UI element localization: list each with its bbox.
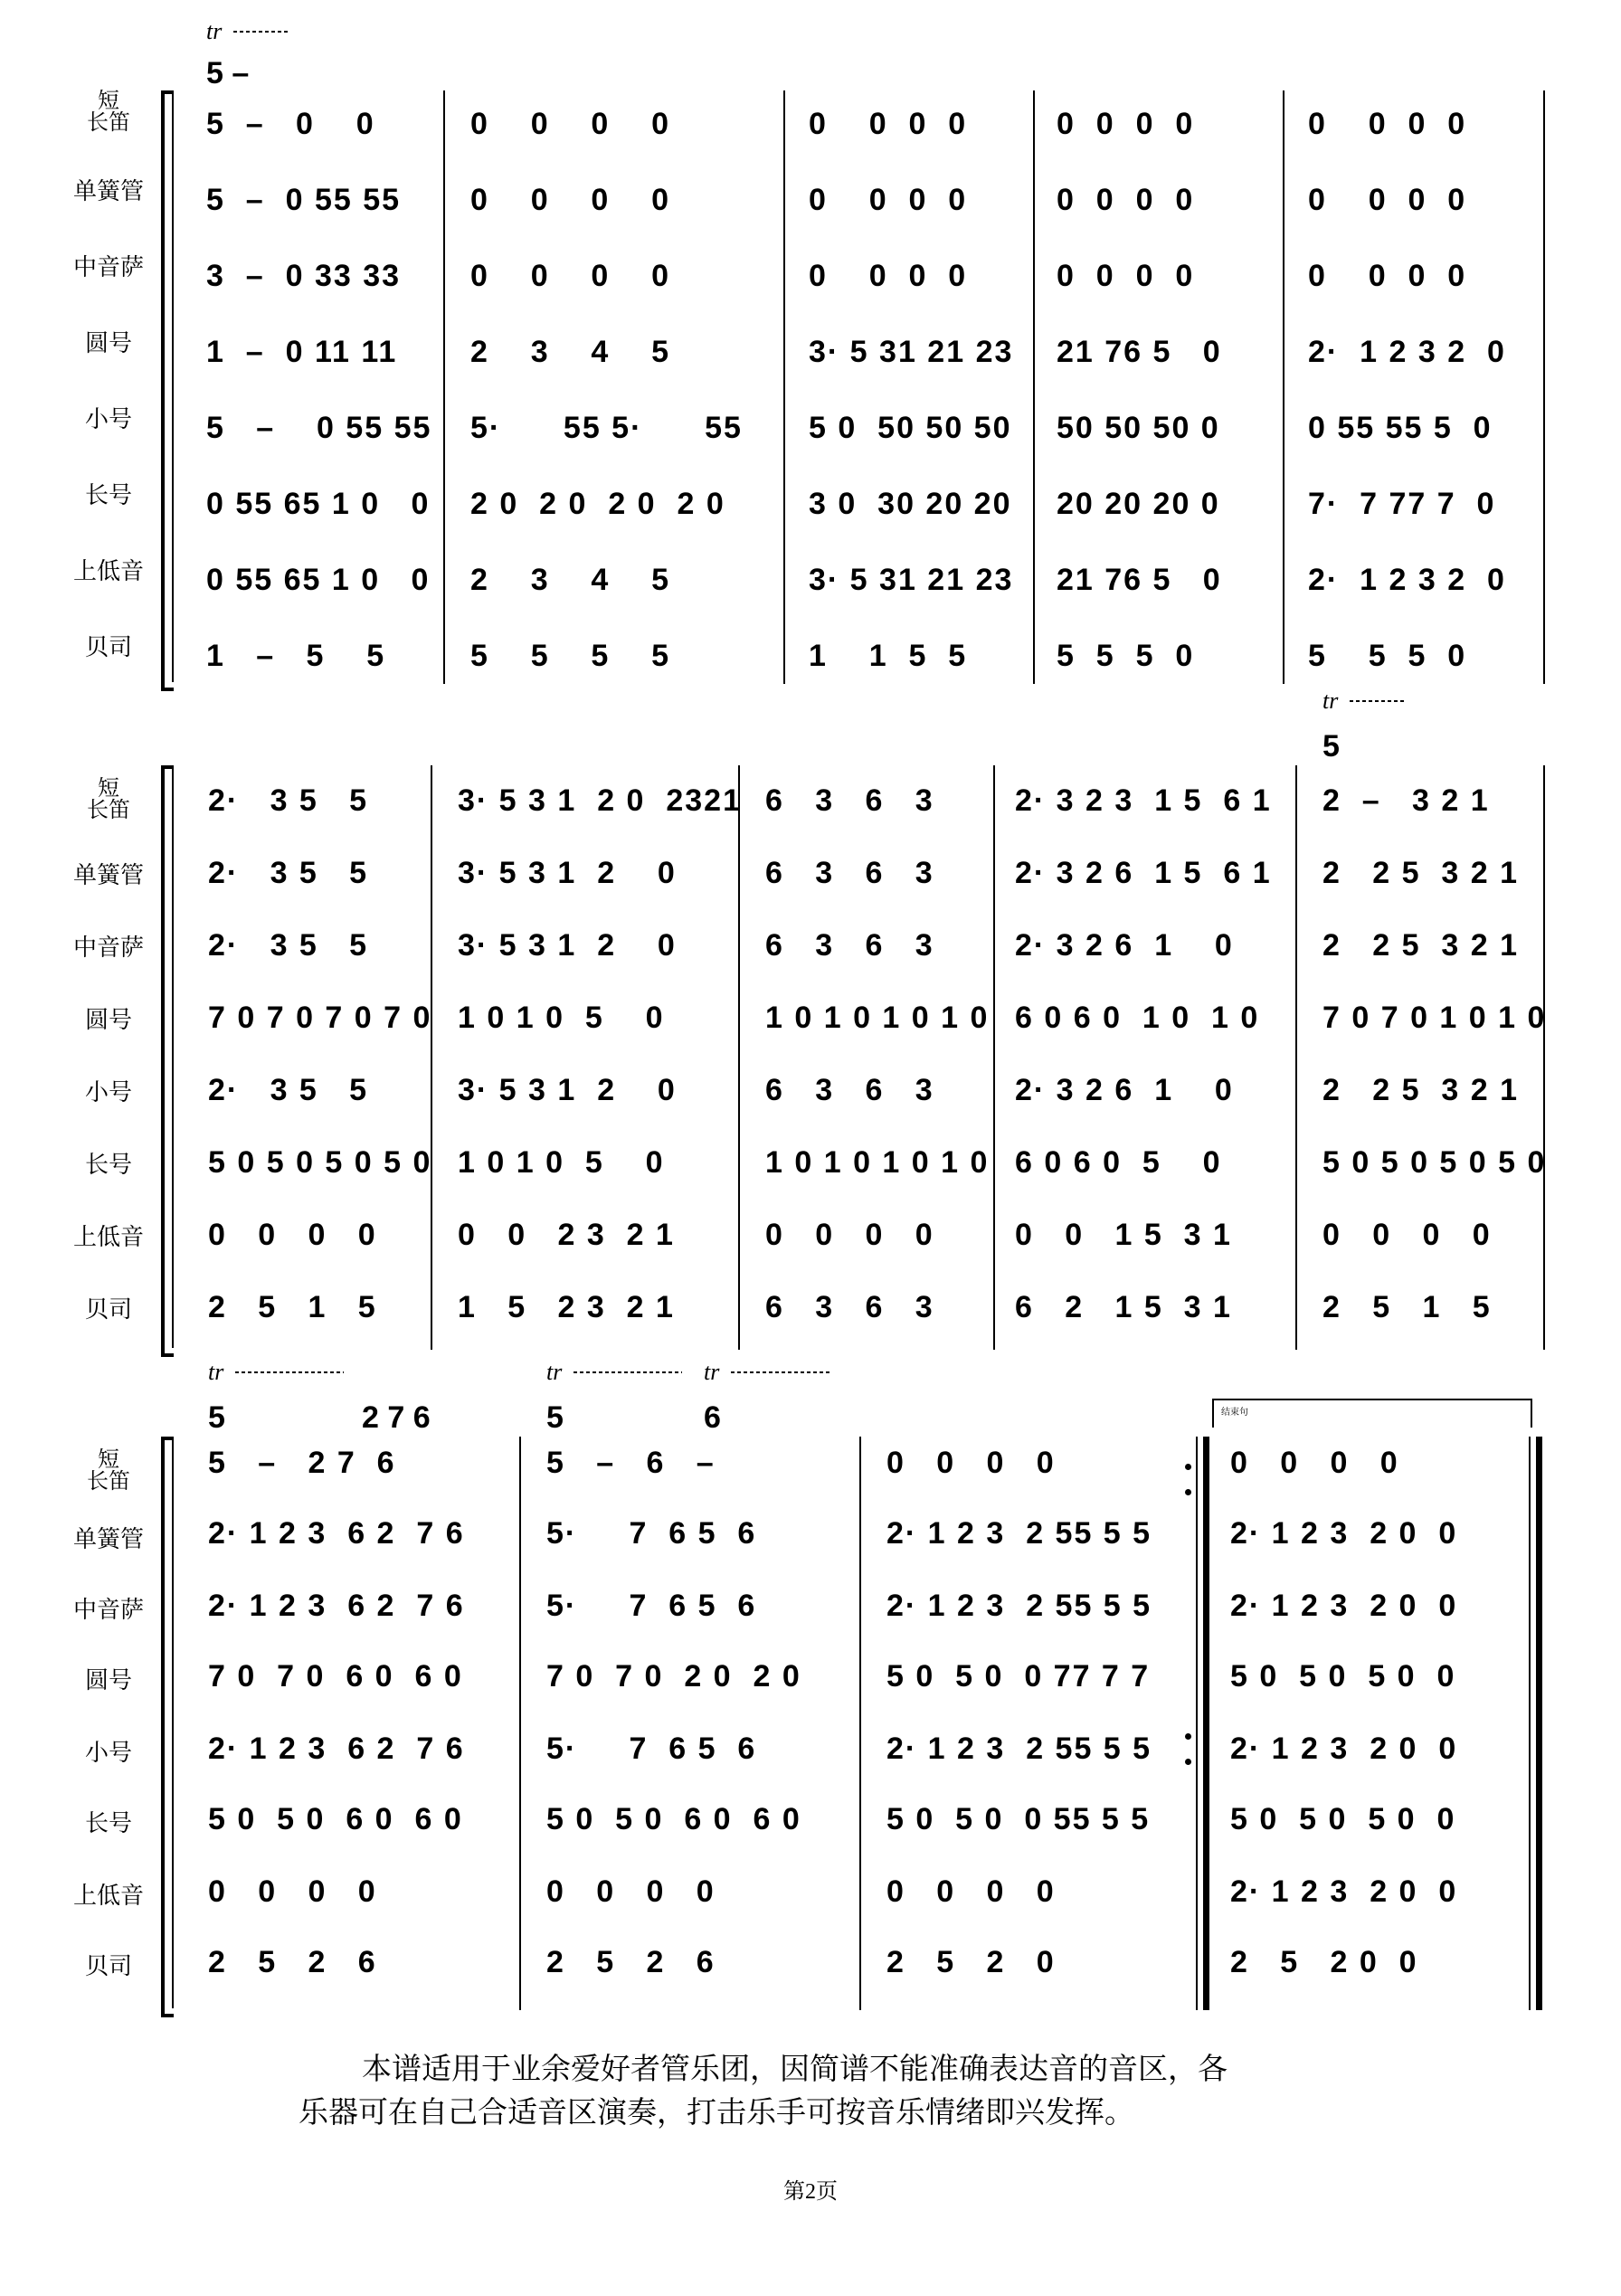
measure: 2 5 2 6: [546, 1945, 716, 1979]
instrument-label-horn: 圆号: [84, 329, 132, 356]
measure: 6 3 6 3: [765, 783, 934, 818]
measure: 2· 1 2 3 2 0: [1308, 335, 1506, 369]
measure: 21 76 5 0: [1057, 563, 1222, 597]
measure: 0 55 65 1 0 0: [206, 487, 431, 521]
measure: 0 0 0 0: [886, 1874, 1056, 1909]
barline: [1033, 90, 1035, 684]
instrument-label-bass: 贝司: [84, 633, 132, 660]
measure: 5 0 5 0 5 0 0: [1230, 1659, 1456, 1694]
grace-note: 2 7 6: [362, 1400, 431, 1435]
measure: 3· 5 3 1 2 0: [458, 856, 677, 890]
measure: 2· 3 5 5: [208, 856, 369, 890]
measure: 2· 3 2 3 1 5 6 1: [1015, 783, 1272, 818]
trill-mark: tr: [208, 1359, 224, 1385]
measure: 2· 1 2 3 6 2 7 6: [208, 1731, 465, 1766]
measure: 0 0 0 0: [886, 1446, 1056, 1480]
measure: 5· 7 6 5 6: [546, 1589, 757, 1623]
ending-bracket: [1212, 1399, 1532, 1428]
trill-line: [574, 1371, 682, 1373]
trill-line: [1350, 700, 1404, 702]
barline: [1283, 90, 1284, 684]
trill-line: [233, 31, 288, 33]
measure: 0 55 55 5 0: [1308, 411, 1493, 445]
instrument-label-horn: 圆号: [84, 1006, 132, 1033]
measure: 5 – 0 55 55: [206, 183, 402, 217]
measure: 0 0 0 0: [1308, 107, 1467, 141]
instrument-label-clarinet: 单簧管: [72, 1525, 144, 1552]
measure: 0 0 0 0: [208, 1218, 377, 1252]
page-number: 第2页: [783, 2180, 838, 2204]
instrument-label-trumpet: 小号: [84, 405, 132, 432]
measure: 2· 3 2 6 1 5 6 1: [1015, 856, 1272, 890]
measure: 2 2 5 3 2 1: [1322, 1073, 1520, 1107]
measure: 2· 1 2 3 2 0 0: [1230, 1731, 1458, 1766]
instrument-label-alto-sax: 中音萨: [72, 1596, 144, 1623]
measure: 3· 5 31 21 23: [809, 563, 1014, 597]
measure: 5 0 5 0 0 77 7 7: [886, 1659, 1151, 1694]
instrument-label-baritone: 上低音: [72, 1882, 144, 1909]
measure: 6 0 6 0 5 0: [1015, 1145, 1222, 1180]
instrument-label-trombone: 长号: [84, 1151, 132, 1178]
measure: 2 – 3 2 1: [1322, 783, 1490, 818]
measure: 2· 1 2 3 6 2 7 6: [208, 1589, 465, 1623]
barline: [783, 90, 785, 684]
system-bracket-inner: [172, 1440, 174, 2008]
measure: 2· 1 2 3 2 55 5 5: [886, 1589, 1152, 1623]
instrument-label-clarinet: 单簧管: [72, 177, 144, 204]
footer-note-line-1: 本谱适用于业余爱好者管乐团，因简谱不能准确表达音的音区，各: [362, 2054, 1228, 2086]
measure: 0 0 1 5 3 1: [1015, 1218, 1232, 1252]
measure: 2 3 4 5: [470, 335, 670, 369]
measure: 3· 5 3 1 2 0: [458, 1073, 677, 1107]
measure: 0 0 0 0: [1230, 1446, 1399, 1480]
instrument-label-trombone: 长号: [84, 481, 132, 508]
measure: 0 55 65 1 0 0: [206, 563, 431, 597]
measure: 2· 1 2 3 2 55 5 5: [886, 1516, 1152, 1551]
measure: 2 2 5 3 2 1: [1322, 928, 1520, 963]
measure: 5 5 5 0: [1057, 639, 1195, 673]
instrument-label-alto-sax: 中音萨: [72, 253, 144, 280]
measure: 6 3 6 3: [765, 856, 934, 890]
measure: 0 0 0 0: [1308, 183, 1467, 217]
measure: 2 2 5 3 2 1: [1322, 856, 1520, 890]
measure: 0 0 0 0: [470, 107, 670, 141]
measure: 1 0 1 0 1 0 1 0: [765, 1145, 990, 1180]
measure: 2· 1 2 3 6 2 7 6: [208, 1516, 465, 1551]
instrument-label-flute: 短 长笛: [87, 776, 130, 822]
trill-line: [731, 1371, 830, 1373]
measure: 6 0 6 0 1 0 1 0: [1015, 1001, 1260, 1035]
measure: 21 76 5 0: [1057, 335, 1222, 369]
measure: 0 0 0 0: [470, 183, 670, 217]
measure: 0 0 0 0: [1057, 183, 1195, 217]
measure: 3· 5 31 21 23: [809, 335, 1014, 369]
barline: [1543, 765, 1545, 1350]
grace-note: 5: [208, 1400, 225, 1435]
instrument-label-baritone: 上低音: [72, 557, 144, 584]
measure: 0 0 0 0: [1308, 259, 1467, 293]
barline: [738, 765, 740, 1350]
measure: 2 5 2 0 0: [1230, 1945, 1418, 1979]
instrument-label-bass: 贝司: [84, 1952, 132, 1979]
measure: 5· 7 6 5 6: [546, 1731, 757, 1766]
trill-mark: tr: [704, 1359, 720, 1385]
measure: 2· 1 2 3 2 0: [1308, 563, 1506, 597]
measure: 0 0 0 0: [470, 259, 670, 293]
ending-label: 结束句: [1221, 1408, 1248, 1418]
measure: 7 0 7 0 7 0 7 0: [208, 1001, 432, 1035]
final-barline: [1529, 1437, 1531, 2010]
footer-note-line-2: 乐器可在自己合适音区演奏，打击乐手可按音乐情绪即兴发挥。: [299, 2097, 1134, 2130]
measure: 5 0 50 50 50: [809, 411, 1012, 445]
measure: 2· 3 2 6 1 0: [1015, 928, 1234, 963]
measure: 1 0 1 0 1 0 1 0: [765, 1001, 990, 1035]
measure: 2 5 1 5: [208, 1290, 377, 1324]
measure: 0 0 0 0: [1322, 1218, 1492, 1252]
measure: 2 5 2 6: [208, 1945, 377, 1979]
measure: 5 0 5 0 5 0 5 0: [208, 1145, 432, 1180]
repeat-barline: [1196, 1437, 1198, 2010]
measure: 3 0 30 20 20: [809, 487, 1012, 521]
measure: 50 50 50 0: [1057, 411, 1220, 445]
measure: 1 0 1 0 5 0: [458, 1145, 665, 1180]
measure: 2 3 4 5: [470, 563, 670, 597]
measure: 7 0 7 0 6 0 6 0: [208, 1659, 463, 1694]
barline: [859, 1437, 861, 2010]
measure: 2· 3 5 5: [208, 928, 369, 963]
measure: 2· 1 2 3 2 0 0: [1230, 1516, 1458, 1551]
measure: 3· 5 3 1 2 0: [458, 928, 677, 963]
measure: 5 0 5 0 6 0 6 0: [546, 1802, 801, 1836]
measure: 5 – 2 7 6: [208, 1446, 396, 1480]
measure: 5· 55 5· 55: [470, 411, 743, 445]
measure: 3· 5 3 1 2 0 2321: [458, 783, 742, 818]
repeat-sign-dots: [1185, 1446, 1192, 1518]
trill-mark: tr: [206, 18, 223, 44]
instrument-label-flute: 短 长笛: [87, 1447, 130, 1494]
instrument-label-clarinet: 单簧管: [72, 861, 144, 888]
system-bracket-inner: [172, 94, 174, 682]
repeat-barline-thick: [1203, 1437, 1209, 2010]
barline: [431, 765, 432, 1350]
measure: 2· 1 2 3 2 0 0: [1230, 1874, 1458, 1909]
measure: 5 0 5 0 5 0 5 0: [1322, 1145, 1547, 1180]
grace-note: 5: [546, 1400, 564, 1435]
measure: 5 0 5 0 6 0 6 0: [208, 1802, 463, 1836]
measure: 2· 1 2 3 2 55 5 5: [886, 1731, 1152, 1766]
measure: 2 5 2 0: [886, 1945, 1056, 1979]
final-barline-thick: [1536, 1437, 1542, 2010]
barline: [1543, 90, 1545, 684]
measure: 5 – 0 55 55: [206, 411, 432, 445]
instrument-label-horn: 圆号: [84, 1666, 132, 1694]
measure: 5 5 5 5: [470, 639, 670, 673]
measure: 1 – 5 5: [206, 639, 386, 673]
measure: 6 3 6 3: [765, 1290, 934, 1324]
measure: 3 – 0 33 33: [206, 259, 402, 293]
barline: [1295, 765, 1297, 1350]
measure: 0 0 2 3 2 1: [458, 1218, 675, 1252]
grace-note: 5: [1322, 729, 1340, 764]
measure: 5 0 5 0 5 0 0: [1230, 1802, 1456, 1836]
measure: 2· 1 2 3 2 0 0: [1230, 1589, 1458, 1623]
measure: 5· 7 6 5 6: [546, 1516, 757, 1551]
measure: 1 5 2 3 2 1: [458, 1290, 675, 1324]
barline: [519, 1437, 521, 2010]
measure: 0 0 0 0: [809, 183, 968, 217]
measure: 0 0 0 0: [809, 107, 968, 141]
measure: 5 0 5 0 0 55 5 5: [886, 1802, 1151, 1836]
measure: 2· 3 5 5: [208, 783, 369, 818]
measure: 7 0 7 0 1 0 1 0: [1322, 1001, 1547, 1035]
instrument-label-baritone: 上低音: [72, 1223, 144, 1250]
measure: 2 0 2 0 2 0 2 0: [470, 487, 725, 521]
measure: 1 – 0 11 11: [206, 335, 398, 369]
measure: 5 – 0 0: [206, 107, 375, 141]
trill-mark: tr: [546, 1359, 563, 1385]
measure: 6 3 6 3: [765, 928, 934, 963]
measure: 0 0 0 0: [1057, 107, 1195, 141]
measure: 7 0 7 0 2 0 2 0: [546, 1659, 801, 1694]
measure: 1 1 5 5: [809, 639, 968, 673]
measure: 0 0 0 0: [546, 1874, 716, 1909]
instrument-label-bass: 贝司: [84, 1295, 132, 1323]
measure: 2· 3 2 6 1 0: [1015, 1073, 1234, 1107]
measure: 0 0 0 0: [208, 1874, 377, 1909]
instrument-label-alto-sax: 中音萨: [72, 934, 144, 961]
grace-note: 6: [704, 1400, 721, 1435]
instrument-label-trombone: 长号: [84, 1809, 132, 1836]
trill-line: [235, 1371, 344, 1373]
measure: 5 – 6 –: [546, 1446, 716, 1480]
system-bracket-inner: [172, 769, 174, 1348]
repeat-sign-dots: [1185, 1715, 1192, 1788]
measure: 6 2 1 5 3 1: [1015, 1290, 1232, 1324]
measure: 20 20 20 0: [1057, 487, 1220, 521]
instrument-label-flute: 短 长笛: [87, 89, 130, 135]
grace-note: 5 –: [206, 56, 250, 90]
measure: 1 0 1 0 5 0: [458, 1001, 665, 1035]
instrument-label-trumpet: 小号: [84, 1739, 132, 1766]
trill-mark: tr: [1322, 688, 1339, 714]
barline: [443, 90, 445, 684]
instrument-label-trumpet: 小号: [84, 1078, 132, 1105]
barline: [993, 765, 995, 1350]
measure: 2· 3 5 5: [208, 1073, 369, 1107]
measure: 2 5 1 5: [1322, 1290, 1492, 1324]
measure: 0 0 0 0: [809, 259, 968, 293]
measure: 5 5 5 0: [1308, 639, 1467, 673]
measure: 0 0 0 0: [1057, 259, 1195, 293]
measure: 0 0 0 0: [765, 1218, 934, 1252]
measure: 6 3 6 3: [765, 1073, 934, 1107]
measure: 7· 7 77 7 0: [1308, 487, 1496, 521]
